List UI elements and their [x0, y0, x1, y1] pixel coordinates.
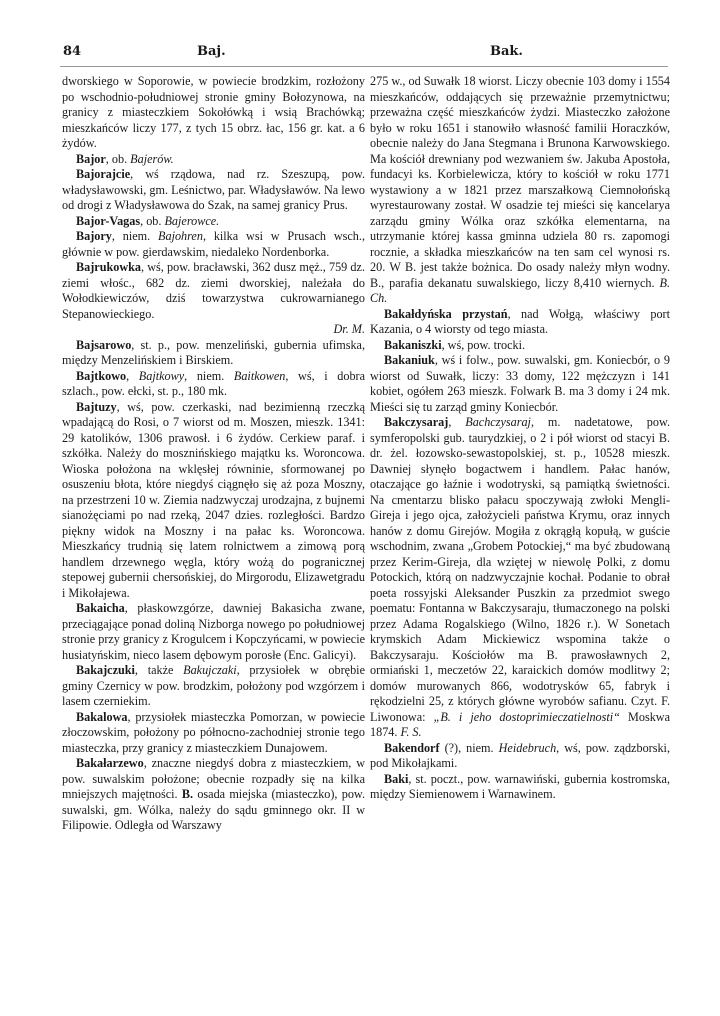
dictionary-entry — [62, 260, 365, 322]
dictionary-entry — [62, 663, 365, 710]
dictionary-entry — [62, 214, 365, 230]
entry-headword: Bajor-Vagas — [76, 213, 141, 228]
entry-headword: Bakaicha — [76, 601, 125, 615]
dictionary-entry — [62, 152, 365, 168]
italic-text: Bajohren — [158, 229, 203, 243]
entry-headword: Bajory — [76, 229, 112, 243]
dictionary-entry — [370, 353, 670, 415]
entry-text: , wś, pow. ządzborski, pod Mikołajkami. — [370, 740, 670, 770]
dictionary-entry — [62, 601, 365, 663]
left-running-head: Baj. — [197, 44, 226, 59]
dictionary-entry — [62, 710, 365, 757]
dictionary-entry — [370, 415, 670, 741]
entry-text: , wś i folw., pow. suwalski, gm. Koniecbór, o 9 wiorst od Suwałk, liczy: 33 domy, 122 mężczyzn i 141 kobiet, ogółem 263 mieszk. Folwark B. ma 3 domy i 24 mk. Mieści się tu zarząd gminy Koniecbór. — [370, 353, 670, 414]
entry-text: , — [126, 368, 139, 383]
italic-text: F. S. — [397, 725, 422, 739]
entry-text: , niem. — [111, 229, 159, 243]
entry-headword: Bajsarowo — [76, 337, 132, 352]
entry-text: , m. nadetatowe, pow. symferopolski gub. taurydzkiej, o 2 i pół wiorst od stacyi B. dr. żel. łozowsko-sewastopolskiej, st. p., 10528 mieszk. Dawniej słynęło bogactwem i handlem. Pałac hanów, otaczające go łaźnie i wodotryski, są pamiątką świetności. Na cmentarzu blisko pałacu spoczywają zwłoki Mengli-Gireja i jego ojca, założycieli państwa Krymu, oraz innych hanów z domu Girejów. Mogiła z okrągłą kopułą, w guście wschodnim, zwana „Grobem Potockiej,“ ma być zbudowaną przez Kerim-Gireja, dla wziętej w niewolę Polki, z domu Potockich, którą on nadzwyczajnie kochał. Podanie to obrał poeta rossyjski Aleksander Puszkin za przedmiot swego poematu: Fontanna w Bakczysaraju, tłumaczonego na polski przez Adama Rogalskiego (Wilno, 1826 r.). W Sonetach krymskich Adam Mickiewicz wspomina także o Bakczysaraju. Kościołów ma B. prawosławnych 2, ormiański 1, meczetów 22, karaickich domów modlitwy 2; domów murowanych 866, wodotrysków 65, fabryk i rękodzielni 25, z których główne wyrobów safianu. Czyt. F. Liwonowa: — [370, 415, 671, 724]
entry-headword: Bakendorf — [384, 740, 440, 755]
dictionary-entry — [62, 400, 365, 602]
dictionary-entry — [370, 338, 670, 354]
entry-headword: Bakaniuk — [384, 353, 435, 367]
right-running-head: Bak. — [490, 44, 523, 59]
entry-text: , kilka wsi w Prusach wsch., głównie w pow. gierdawskim, niedaleko Nordenborka. — [62, 229, 365, 259]
italic-text: Bajtkowy — [138, 368, 185, 383]
italic-text: Bajerów. — [130, 151, 174, 166]
italic-text: „B. i jeho dostoprimieczatielnosti“ — [433, 709, 620, 724]
entry-text: , znaczne niegdyś dobra z miasteczkiem, w pow. suwalskim położone; obecnie rozpadły się na kilka mniejszych majętności. — [62, 756, 365, 801]
entry-headword: Bakalowa — [76, 709, 128, 724]
page-number: 84 — [63, 44, 82, 59]
entry-text: , przysiołek miasteczka Pomorzan, w powiecie złoczowskim, położony po północno-zachodniej stronie tego miasteczka, przy granicy z miasteczkiem Dunajowem. — [62, 709, 365, 755]
entry-text: Moskwa 1874. — [370, 709, 670, 739]
entry-text: osada miejska (miasteczko), pow. suwalski, gm. Wólka, należy do sądu gminnego okr. II w Filipowie. Odległa od Warszawy — [62, 787, 365, 832]
entry-text: , także — [134, 663, 184, 677]
entry-text: , wś, i dobra szlach., pow. ełcki, st. p., 180 mk. — [62, 368, 366, 398]
entry-text: , płaskowzgórze, dawniej Bakasicha zwane, przeciągające ponad doliną Nizborga nowego po południowej stronie przy granicy z Krogulcem i Kopczyńcami, w powiecie husiatyńskim, nieco lasem dębowym porosłe (Enc. Galicyi). — [62, 601, 365, 662]
entry-headword: Bakałdyńska przystań — [384, 306, 508, 321]
entry-text: , ob. — [105, 151, 131, 166]
dictionary-entry — [370, 772, 670, 803]
entry-text: , wś, pow. czerkaski, nad bezimienną rzeczką wpadającą do Rosi, o 7 wiorst od m. Moszen, mieszk. 1341: 29 katolików, 1306 prawosł. i 6 żydów. Cerkiew paraf. i szkółka. Należy do mosznińskiego majątku ks. Woroncowa. Wioska położona na wklęsłej równinie, sformowanej po osuszeniu błota, które niegdyś ciągnęło się aż poza Moszny, na przestrzeni 10 w. Ziemia nadzwyczaj urodzajna, z bujnemi sianożęciami po nad rzeką, 2047 dzies. rozległości. Bardzo piękny widok na Moszny i na pałac ks. Woroncowa. Mieszkańcy trudnią się latem rolnictwem a zimową porą handlem drzewnego węgla, który wożą do pogranicznej stepowej gubernii chersońskiej, do Mirgorodu, Elizawetgradu i Mikołajewa. — [62, 399, 365, 600]
entry-headword: Bajor — [76, 151, 106, 166]
dictionary-entry — [62, 229, 365, 260]
italic-text: Bajerowce. — [164, 213, 220, 228]
left-column — [62, 74, 365, 834]
entry-text: , ob. — [140, 213, 165, 228]
entry-headword: Bajorajcie — [76, 167, 131, 181]
entry-text: 275 w., od Suwałk 18 wiorst. Liczy obecnie 103 domy i 1554 mieszkańców, oddających się przeważnie przemytnictwu; przeważna część mieszkańców żydzi. Miasteczko założone było w roku 1651 i stanowiło własność familii Horaczków, obecnie należy do Jana Stegmana i Brunona Karwowskiego. Ma kościół drewniany pod wezwaniem św. Jakuba Apostoła, fundacyi ks. Korbielewicza, który to kościół w roku 1771 wystawiony a w 1821 przez marszałkową Ciemnołońską wyrestaurowany został. W osadzie tej mieści się kancelarya zarządu gminy Wólka oraz szkółka elementarna, na utrzymanie której kassa gminna udziela 80 rs. zapomogi rocznie, a składka mieszkańców na ten sam cel wynosi rs. 20. W B. jest także bożnica. Do osady należy młyn wodny. B., parafia dekanatu suwalskiego, liczy 8,410 wiernych. — [370, 74, 670, 290]
entry-text: dworskiego w Soporowie, w powiecie brodzkim, rozłożony po wschodnio-południowej stronie gminy Bołozynowa, na granicy z miasteczkiem Sokołówką i wsią Brachówką; mieszkańców liczy 177, z tych 15 obrz. łac, 156 gr. kat. a 6 żydów. — [62, 74, 365, 150]
dictionary-entry — [62, 338, 365, 369]
right-column — [370, 74, 670, 803]
entry-headword: Bajrukowka — [76, 260, 142, 274]
entry-text: , st. p., pow. menzeliński, gubernia ufimska, między Menzelińskiem i Birskiem. — [62, 337, 365, 367]
dictionary-entry — [62, 167, 365, 214]
entry-text: , st. poczt., pow. warnawiński, gubernia kostromska, między Siemienowem i Warnawinem. — [370, 771, 670, 801]
entry-headword: Bajtuzy — [76, 399, 117, 414]
entry-text: , nad Wołgą, właściwy port Kazania, o 4 wiorsty od tego miasta. — [370, 306, 670, 336]
entry-continuation — [370, 74, 670, 307]
entry-text: , — [448, 415, 466, 429]
entry-text: , wś rządowa, nad rz. Szeszupą, pow. władysławowski, gm. Leśnictwo, par. Władysławów. Na lewo od drogi z Władysławowa do Szak, na samej granicy Prus. — [62, 167, 365, 212]
italic-text: Bachczysaraj — [465, 415, 531, 429]
entry-headword: Bakajczuki — [76, 663, 135, 677]
entry-headword: Bakaniszki — [384, 337, 442, 352]
entry-headword: B. — [181, 787, 194, 801]
italic-text: Heidebruch — [498, 740, 557, 755]
dictionary-entry — [370, 741, 670, 772]
dictionary-entry — [62, 369, 365, 400]
dictionary-entry — [62, 756, 365, 834]
entry-text: , wś, pow. trocki. — [441, 337, 526, 352]
entry-headword: Baki — [384, 771, 409, 786]
entry-text: , przysiołek w obrębie gminy Czernicy w pow. brodzkim, położony pod wzgórzem i lasem czerniekim. — [62, 663, 365, 708]
italic-text: B. Ch. — [370, 275, 670, 305]
header-rule — [60, 66, 668, 67]
entry-text: , wś, pow. bracławski, 362 dusz męż., 759 dz. ziemi włośc., 682 dz. ziemi dworskiej, należała do Wołodkiewiczów, dziś towarzystwa cukrowarnianego Stepanowieckiego. — [62, 260, 365, 321]
entry-continuation — [62, 74, 365, 152]
entry-text: , niem. — [184, 368, 234, 383]
entry-headword: Bakałarzewo — [76, 756, 144, 770]
dictionary-entry — [370, 307, 670, 338]
italic-text: Baitkowen — [233, 368, 286, 383]
entry-text: (?), niem. — [439, 740, 499, 755]
italic-text: Bakujczaki — [183, 663, 237, 677]
entry-headword: Bajtkowo — [76, 368, 127, 383]
entry-headword: Bakczysaraj — [384, 415, 449, 429]
entry-signature — [62, 322, 365, 338]
entry-text: Dr. M. — [333, 322, 365, 336]
